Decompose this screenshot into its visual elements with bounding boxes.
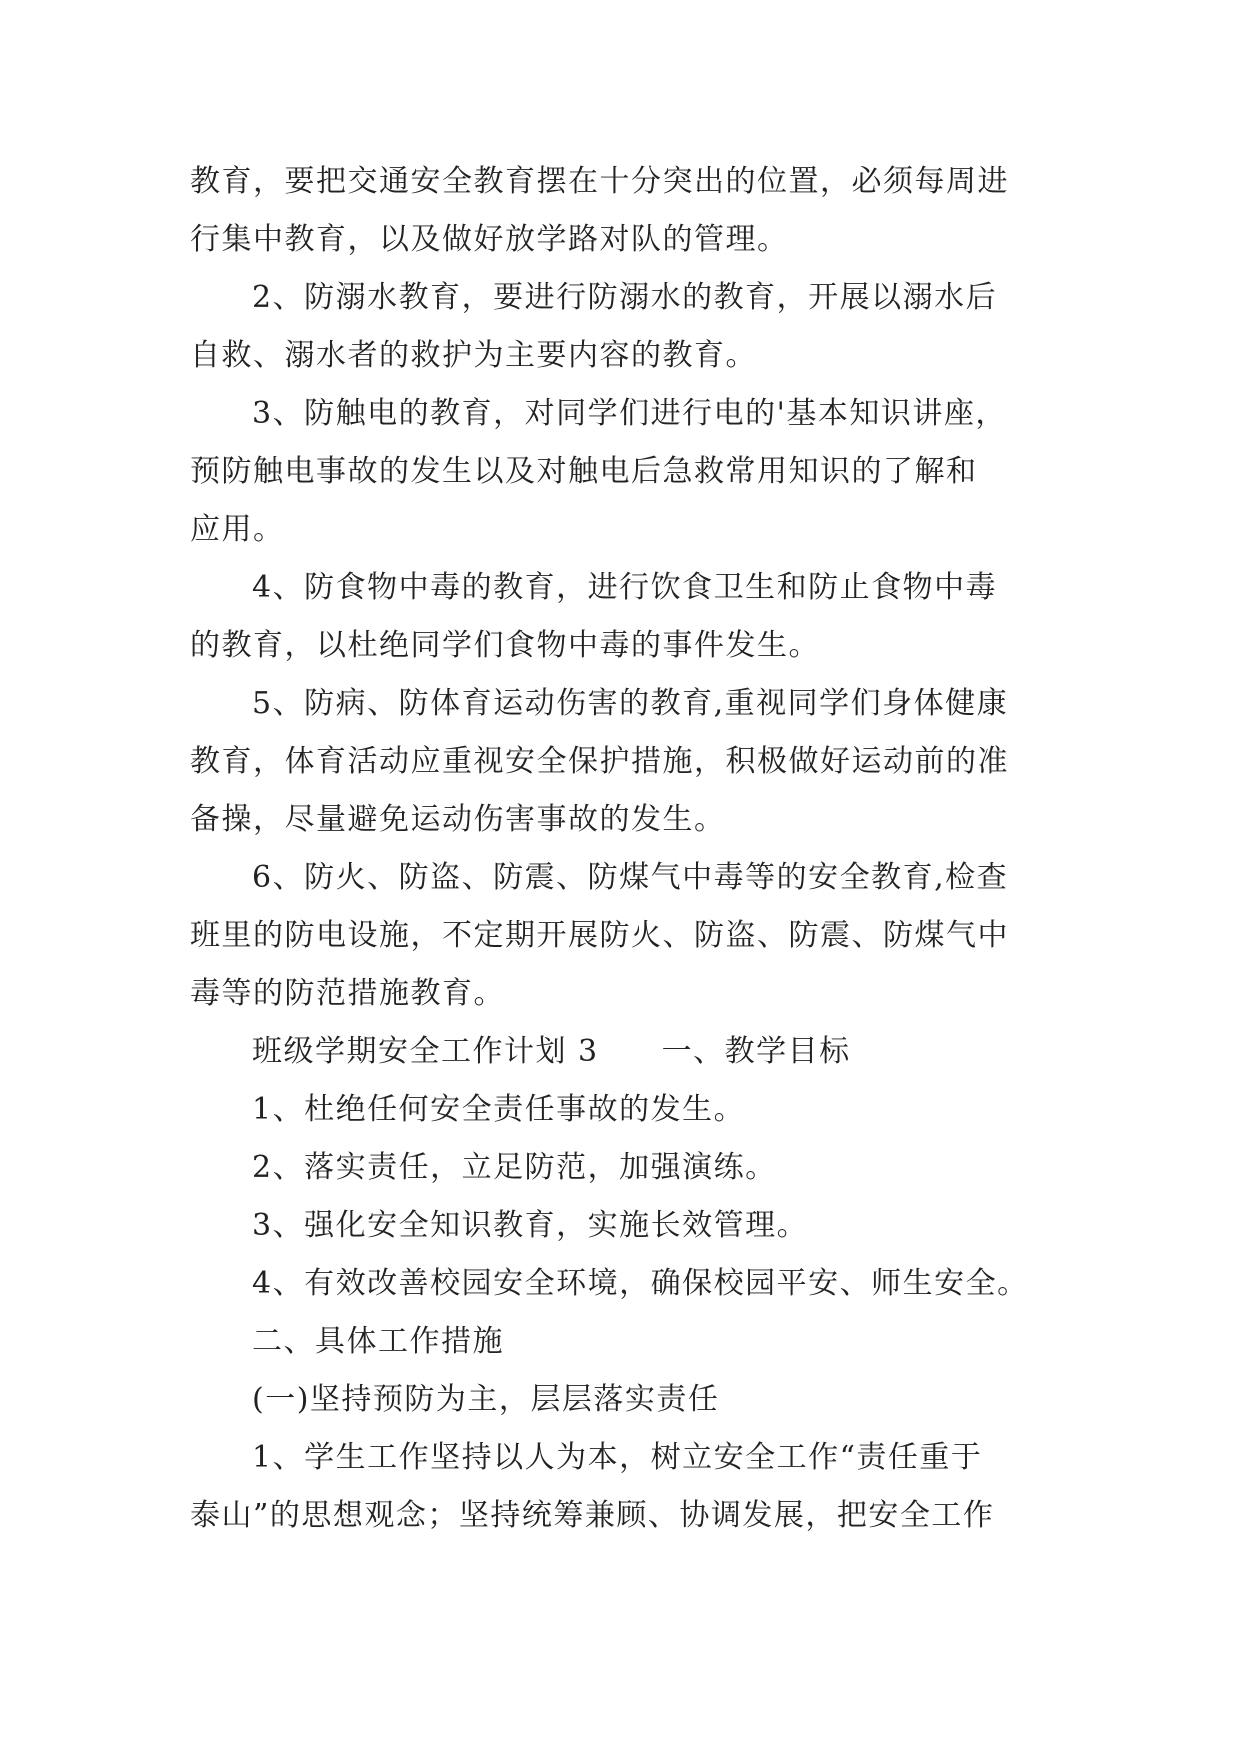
paragraph-start: 2、防溺水教育，要进行防溺水的教育，开展以溺水后 — [252, 280, 998, 315]
text-line: 预防触电事故的发生以及对触电后急救常用知识的了解和 — [190, 454, 978, 489]
paragraph-start: 3、防触电的教育，对同学们进行电的'基本知识讲座， — [252, 396, 1007, 431]
list-item: 2、落实责任，立足防范，加强演练。 — [252, 1150, 777, 1185]
text-line: 班里的防电设施，不定期开展防火、防盗、防震、防煤气中 — [190, 918, 1009, 953]
paragraph-start: 4、防食物中毒的教育，进行饮食卫生和防止食物中毒 — [252, 570, 998, 605]
text-line: 自救、溺水者的救护为主要内容的教育。 — [190, 338, 757, 373]
paragraph-start: 5、防病、防体育运动伤害的教育,重视同学们身体健康 — [252, 686, 1009, 721]
text-line: 行集中教育，以及做好放学路对队的管理。 — [190, 222, 789, 257]
section-title: 班级学期安全工作计划 3 一、教学目标 — [252, 1034, 851, 1069]
list-item: 4、有效改善校园安全环境，确保校园平安、师生安全。 — [252, 1266, 1029, 1301]
text-line: 泰山”的思想观念；坚持统筹兼顾、协调发展，把安全工作 — [190, 1498, 995, 1533]
list-item: 1、杜绝任何安全责任事故的发生。 — [252, 1092, 746, 1127]
text-line: 备操，尽量避免运动伤害事故的发生。 — [190, 802, 726, 837]
text-line: 的教育，以杜绝同学们食物中毒的事件发生。 — [190, 628, 820, 663]
list-item: 3、强化安全知识教育，实施长效管理。 — [252, 1208, 809, 1243]
text-line: 教育，体育活动应重视安全保护措施，积极做好运动前的准 — [190, 744, 1009, 779]
text-line: 应用。 — [190, 512, 285, 547]
text-line: 毒等的防范措施教育。 — [190, 976, 505, 1011]
paragraph-start: 6、防火、防盗、防震、防煤气中毒等的安全教育,检查 — [252, 860, 1009, 895]
paragraph-start: 1、学生工作坚持以人为本，树立安全工作“责任重于 — [252, 1440, 983, 1475]
subsection-heading: (一)坚持预防为主，层层落实责任 — [252, 1382, 720, 1417]
section-heading: 二、具体工作措施 — [252, 1324, 504, 1359]
text-line: 教育，要把交通安全教育摆在十分突出的位置，必须每周进 — [190, 164, 1009, 199]
